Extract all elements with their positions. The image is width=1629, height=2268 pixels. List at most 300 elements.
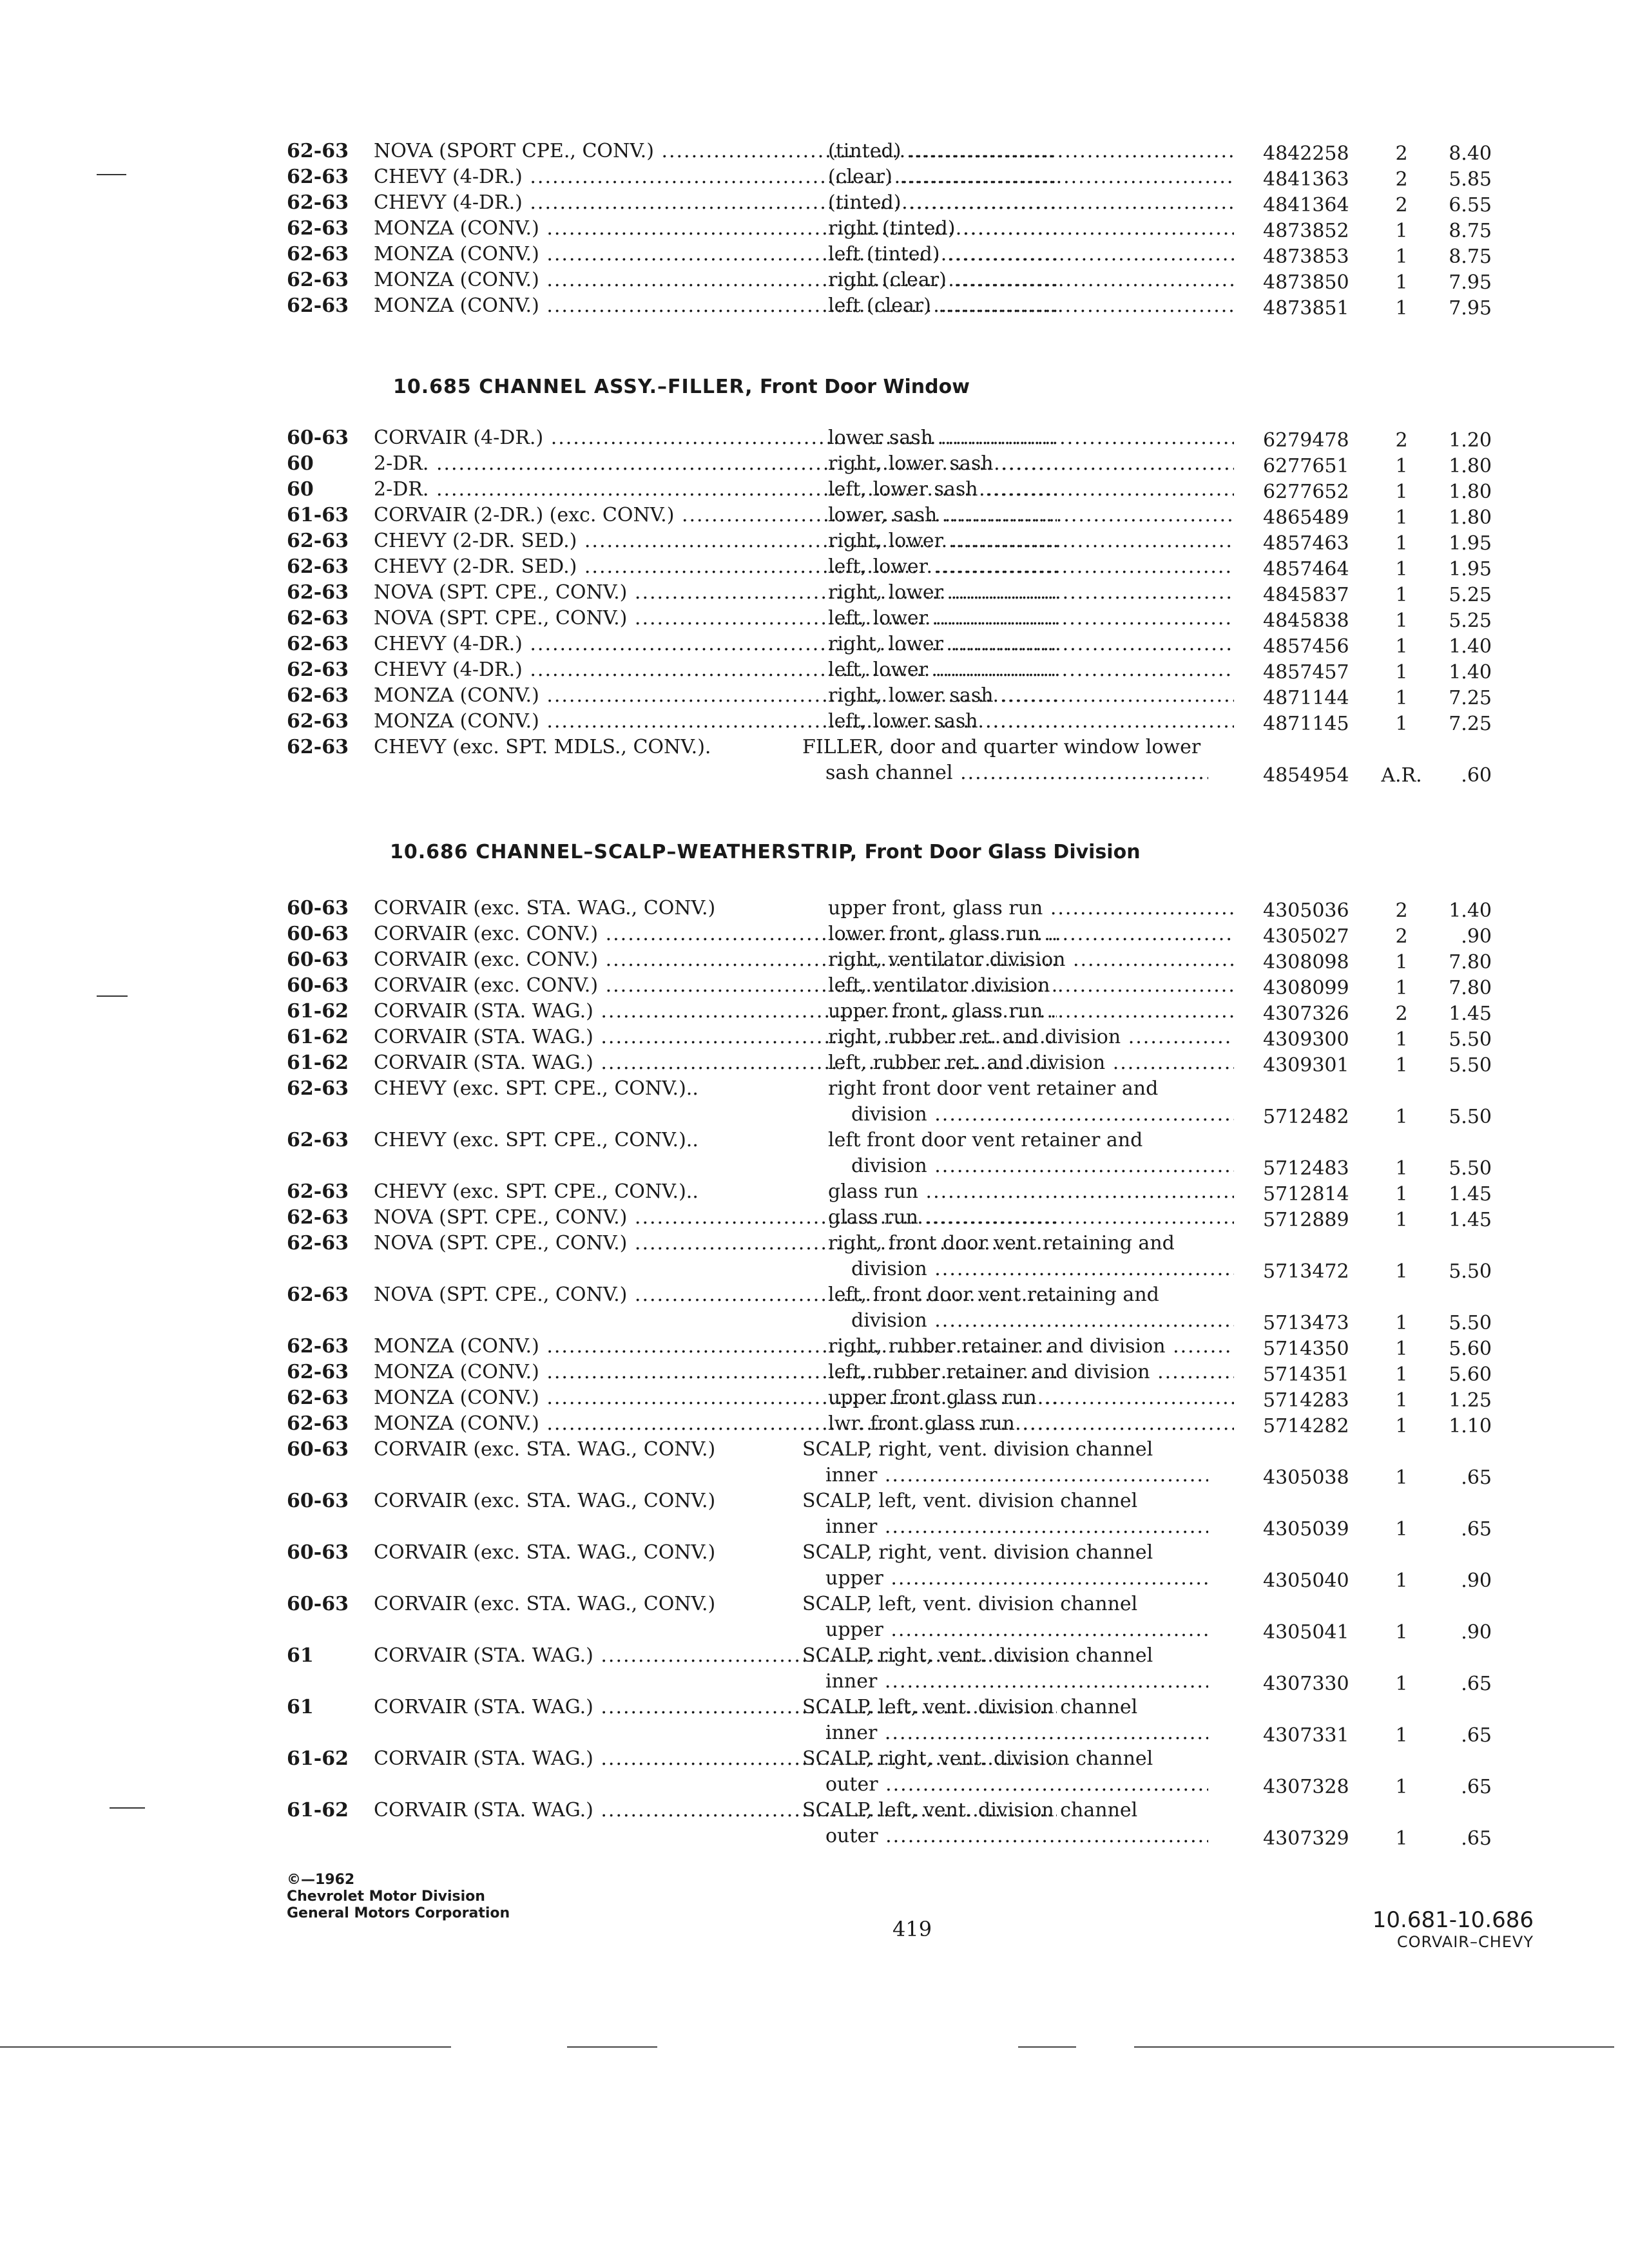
part-description bbox=[828, 293, 1234, 319]
year-range: 62-63 bbox=[287, 658, 349, 681]
margin-mark bbox=[97, 995, 128, 997]
year-range: 62-63 bbox=[287, 1412, 349, 1435]
description-line: right (tinted) ..... bbox=[828, 216, 1234, 242]
model-name: CORVAIR (STA. WAG.) ..... bbox=[374, 1024, 1057, 1050]
year-range: 60-63 bbox=[287, 1541, 349, 1564]
part-description bbox=[828, 477, 1234, 503]
part-description bbox=[828, 267, 1234, 293]
part-number: 4307331 bbox=[1263, 1724, 1349, 1747]
section-title-10-685 bbox=[393, 376, 970, 398]
quantity: 1 bbox=[1395, 558, 1408, 581]
price: 1.10 bbox=[1449, 1415, 1492, 1437]
model-name: CHEVY (exc. SPT. MDLS., CONV.). bbox=[374, 736, 711, 758]
year-range: 62-63 bbox=[287, 1335, 349, 1358]
price: 1.25 bbox=[1449, 1389, 1492, 1412]
description-line: left, lower ..... bbox=[828, 606, 1234, 631]
part-number: 4842258 bbox=[1263, 142, 1349, 165]
quantity: 1 bbox=[1395, 297, 1408, 320]
description-line: lower, sash ..... bbox=[828, 503, 1234, 528]
part-number: 4305040 bbox=[1263, 1570, 1349, 1592]
table-row bbox=[287, 1050, 1492, 1077]
table-row bbox=[287, 139, 1492, 165]
price: 7.95 bbox=[1449, 271, 1492, 294]
part-description bbox=[802, 1643, 1208, 1695]
description-line: upper ..... bbox=[802, 1617, 1208, 1643]
price: 1.80 bbox=[1449, 481, 1492, 503]
model-name: CORVAIR (STA. WAG.) ..... bbox=[374, 999, 1057, 1024]
year-range: 62-63 bbox=[287, 166, 349, 188]
part-number: 4308099 bbox=[1263, 977, 1349, 999]
part-number: 4854954 bbox=[1263, 764, 1349, 787]
table-row bbox=[287, 528, 1492, 555]
model-name: CORVAIR (exc. STA. WAG., CONV.) bbox=[374, 1490, 716, 1512]
table-row bbox=[287, 1798, 1492, 1850]
part-number: 4845838 bbox=[1263, 610, 1349, 632]
part-description bbox=[828, 1024, 1234, 1050]
parts-block-10-686 bbox=[287, 896, 1492, 1850]
description-line: division ..... bbox=[828, 1153, 1234, 1179]
quantity: 1 bbox=[1395, 1415, 1408, 1437]
model-name: NOVA (SPT. CPE., CONV.) ..... bbox=[374, 1231, 1057, 1256]
table-row bbox=[287, 1591, 1492, 1644]
model-name: MONZA (CONV.) ..... bbox=[374, 216, 1057, 242]
part-description bbox=[828, 709, 1234, 735]
description-line: left, front door vent retaining and bbox=[828, 1283, 1159, 1306]
year-range: 60-63 bbox=[287, 1490, 349, 1512]
part-number: 5713472 bbox=[1263, 1260, 1349, 1283]
parts-block-10-685 bbox=[287, 425, 1492, 787]
quantity: 1 bbox=[1395, 687, 1408, 709]
part-description bbox=[828, 1128, 1234, 1179]
part-number: 4305038 bbox=[1263, 1466, 1349, 1489]
price: 1.45 bbox=[1449, 1183, 1492, 1206]
price: .65 bbox=[1461, 1673, 1492, 1695]
year-range: 62-63 bbox=[287, 736, 349, 758]
part-number: 4305041 bbox=[1263, 1621, 1349, 1644]
description-line: inner ..... bbox=[802, 1720, 1208, 1746]
price: 5.50 bbox=[1449, 1312, 1492, 1334]
description-line: left, lower ..... bbox=[828, 554, 1234, 580]
quantity: 1 bbox=[1395, 635, 1408, 658]
price: .90 bbox=[1461, 925, 1492, 948]
table-row bbox=[287, 709, 1492, 735]
part-number: 4305027 bbox=[1263, 925, 1349, 948]
model-name: CORVAIR (exc. STA. WAG., CONV.) bbox=[374, 1593, 716, 1615]
division-line: Chevrolet Motor Division bbox=[287, 1888, 485, 1905]
price: 1.40 bbox=[1449, 635, 1492, 658]
description-line: right, front door vent retaining and bbox=[828, 1232, 1175, 1254]
part-description bbox=[802, 1591, 1208, 1643]
model-name: CORVAIR (2-DR.) (exc. CONV.) ..... bbox=[374, 503, 1057, 528]
description-line: SCALP, right, vent. division channel bbox=[802, 1747, 1153, 1770]
price: 1.45 bbox=[1449, 1003, 1492, 1025]
model-name: MONZA (CONV.) ..... bbox=[374, 709, 1057, 735]
model-name: NOVA (SPT. CPE., CONV.) ..... bbox=[374, 1205, 1057, 1231]
model-name: MONZA (CONV.) ..... bbox=[374, 242, 1057, 267]
section-range bbox=[1353, 1907, 1534, 1951]
description-line: SCALP, left, vent. division channel bbox=[802, 1696, 1138, 1718]
part-number: 4305036 bbox=[1263, 899, 1349, 922]
table-row bbox=[287, 1540, 1492, 1592]
model-name: CORVAIR (4-DR.) ..... bbox=[374, 425, 1057, 451]
year-range: 62-63 bbox=[287, 217, 349, 240]
part-number: 4857463 bbox=[1263, 532, 1349, 555]
table-row bbox=[287, 1282, 1492, 1334]
price: 1.95 bbox=[1449, 532, 1492, 555]
quantity: 1 bbox=[1395, 1312, 1408, 1334]
part-description bbox=[828, 1360, 1234, 1385]
quantity: 1 bbox=[1395, 1776, 1408, 1798]
quantity: 1 bbox=[1395, 1106, 1408, 1128]
description-line: outer ..... bbox=[802, 1772, 1208, 1798]
description-line: glass run ..... bbox=[828, 1179, 1234, 1205]
description-line: right, lower ..... bbox=[828, 528, 1234, 554]
description-line: right, lower sash ..... bbox=[828, 683, 1234, 709]
table-row bbox=[287, 580, 1492, 606]
table-row bbox=[287, 216, 1492, 242]
table-row bbox=[287, 1695, 1492, 1747]
model-name: MONZA (CONV.) ..... bbox=[374, 1411, 1057, 1437]
year-range: 60 bbox=[287, 452, 314, 475]
model-name: 2-DR. ..... bbox=[374, 451, 1057, 477]
quantity: 1 bbox=[1395, 1570, 1408, 1592]
price: .65 bbox=[1461, 1724, 1492, 1747]
model-name: CHEVY (2-DR. SED.) ..... bbox=[374, 528, 1057, 554]
bottom-rule bbox=[1134, 2046, 1614, 2048]
table-row bbox=[287, 164, 1492, 191]
price: 1.80 bbox=[1449, 455, 1492, 477]
table-row bbox=[287, 1385, 1492, 1412]
model-name: NOVA (SPT. CPE., CONV.) ..... bbox=[374, 580, 1057, 606]
section-range-number: 10.681-10.686 bbox=[1372, 1907, 1534, 1933]
year-range: 60-63 bbox=[287, 897, 349, 919]
year-range: 62-63 bbox=[287, 607, 349, 629]
price: 5.50 bbox=[1449, 1260, 1492, 1283]
part-number: 5713473 bbox=[1263, 1312, 1349, 1334]
part-description bbox=[828, 973, 1234, 999]
description-line: right, lower ..... bbox=[828, 631, 1234, 657]
description-line: left, lower sash ..... bbox=[828, 709, 1234, 735]
year-range: 62-63 bbox=[287, 140, 349, 162]
part-number: 4841363 bbox=[1263, 168, 1349, 191]
year-range: 60-63 bbox=[287, 923, 349, 945]
part-description bbox=[828, 1385, 1234, 1411]
part-number: 5714282 bbox=[1263, 1415, 1349, 1437]
year-range: 62-63 bbox=[287, 710, 349, 733]
year-range: 62-63 bbox=[287, 1077, 349, 1100]
table-row bbox=[287, 1437, 1492, 1489]
model-name: 2-DR. ..... bbox=[374, 477, 1057, 503]
quantity: 1 bbox=[1395, 713, 1408, 735]
part-description bbox=[828, 921, 1234, 947]
copyright-block bbox=[287, 1872, 510, 1922]
quantity: 1 bbox=[1395, 610, 1408, 632]
part-number: 5712482 bbox=[1263, 1106, 1349, 1128]
year-range: 61 bbox=[287, 1644, 314, 1667]
quantity: 2 bbox=[1395, 168, 1408, 191]
quantity: 1 bbox=[1395, 220, 1408, 242]
year-range: 61 bbox=[287, 1696, 314, 1718]
part-description bbox=[828, 606, 1234, 631]
part-description bbox=[828, 1231, 1234, 1282]
description-line: sash channel ..... bbox=[802, 760, 1208, 786]
description-line: left (tinted) ..... bbox=[828, 242, 1234, 267]
year-range: 61-63 bbox=[287, 504, 349, 526]
model-name: CORVAIR (exc. STA. WAG., CONV.) bbox=[374, 1541, 716, 1564]
description-line: SCALP, right, vent. division channel bbox=[802, 1438, 1153, 1461]
quantity: 2 bbox=[1395, 429, 1408, 452]
model-name: CORVAIR (exc. STA. WAG., CONV.) bbox=[374, 1438, 716, 1461]
part-number: 4308098 bbox=[1263, 951, 1349, 974]
quantity: 1 bbox=[1395, 1466, 1408, 1489]
description-line: inner ..... bbox=[802, 1463, 1208, 1488]
year-range: 62-63 bbox=[287, 555, 349, 578]
quantity: 1 bbox=[1395, 1157, 1408, 1180]
part-description bbox=[828, 1282, 1234, 1334]
quantity: 1 bbox=[1395, 1183, 1408, 1206]
part-number: 5714283 bbox=[1263, 1389, 1349, 1412]
description-line: (clear) ..... bbox=[828, 164, 1234, 190]
model-name: CHEVY (exc. SPT. CPE., CONV.).. bbox=[374, 1129, 699, 1151]
description-line: upper ..... bbox=[802, 1566, 1208, 1591]
part-description bbox=[828, 580, 1234, 606]
year-range: 62-63 bbox=[287, 530, 349, 552]
quantity: 1 bbox=[1395, 532, 1408, 555]
part-number: 6277651 bbox=[1263, 455, 1349, 477]
year-range: 61-62 bbox=[287, 1799, 349, 1821]
quantity: 1 bbox=[1395, 1363, 1408, 1386]
year-range: 62-63 bbox=[287, 633, 349, 655]
price: 5.60 bbox=[1449, 1338, 1492, 1360]
description-line: (tinted) ..... bbox=[828, 190, 1234, 216]
quantity: 1 bbox=[1395, 245, 1408, 268]
part-description bbox=[802, 1798, 1208, 1849]
model-name: CORVAIR (STA. WAG.) ..... bbox=[374, 1798, 1057, 1823]
section-title-10-686 bbox=[390, 841, 1141, 863]
quantity: 1 bbox=[1395, 1028, 1408, 1051]
model-name: CORVAIR (exc. CONV.) ..... bbox=[374, 947, 1057, 973]
model-name: CORVAIR (exc. STA. WAG., CONV.) bbox=[374, 897, 716, 919]
model-name: MONZA (CONV.) ..... bbox=[374, 1334, 1057, 1360]
description-line: FILLER, door and quarter window lower bbox=[802, 736, 1201, 758]
price: 1.45 bbox=[1449, 1209, 1492, 1231]
price: .90 bbox=[1461, 1570, 1492, 1592]
description-line: left front door vent retainer and bbox=[828, 1129, 1143, 1151]
quantity: 2 bbox=[1395, 925, 1408, 948]
price: 8.75 bbox=[1449, 245, 1492, 268]
table-row bbox=[287, 1205, 1492, 1231]
part-description bbox=[828, 683, 1234, 709]
table-row bbox=[287, 477, 1492, 503]
year-range: 62-63 bbox=[287, 269, 349, 291]
margin-mark bbox=[97, 174, 126, 175]
part-description bbox=[828, 554, 1234, 580]
price: 5.50 bbox=[1449, 1157, 1492, 1180]
part-description bbox=[802, 1437, 1208, 1488]
section-heading: 10.685 CHANNEL ASSY.–FILLER, bbox=[393, 376, 753, 398]
quantity: 1 bbox=[1395, 455, 1408, 477]
model-name: CORVAIR (exc. CONV.) ..... bbox=[374, 921, 1057, 947]
price: 7.25 bbox=[1449, 687, 1492, 709]
part-description bbox=[828, 451, 1234, 477]
part-description bbox=[828, 1050, 1234, 1076]
year-range: 61-62 bbox=[287, 1052, 349, 1074]
price: 5.25 bbox=[1449, 584, 1492, 606]
table-row bbox=[287, 1411, 1492, 1437]
year-range: 62-63 bbox=[287, 1232, 349, 1254]
model-name: CORVAIR (exc. CONV.) ..... bbox=[374, 973, 1057, 999]
part-number: 4307328 bbox=[1263, 1776, 1349, 1798]
parts-block-continued bbox=[287, 139, 1492, 320]
part-description bbox=[828, 1205, 1234, 1231]
price: 7.95 bbox=[1449, 297, 1492, 320]
part-description bbox=[828, 999, 1234, 1024]
part-number: 4307326 bbox=[1263, 1003, 1349, 1025]
table-row bbox=[287, 242, 1492, 268]
table-row bbox=[287, 735, 1492, 787]
part-number: 4873852 bbox=[1263, 220, 1349, 242]
model-name: CHEVY (4-DR.) ..... bbox=[374, 657, 1057, 683]
year-range: 62-63 bbox=[287, 1361, 349, 1383]
table-row bbox=[287, 1643, 1492, 1695]
section-subheading: Front Door Window bbox=[759, 376, 970, 398]
bottom-rule bbox=[567, 2046, 657, 2048]
year-range: 61-62 bbox=[287, 1747, 349, 1770]
description-line: SCALP, left, vent. division channel bbox=[802, 1490, 1138, 1512]
table-row bbox=[287, 683, 1492, 709]
description-line: left, ventilator division ..... bbox=[828, 973, 1234, 999]
price: 5.50 bbox=[1449, 1106, 1492, 1128]
part-number: 4857457 bbox=[1263, 661, 1349, 684]
quantity: 1 bbox=[1395, 951, 1408, 974]
part-description bbox=[828, 896, 1234, 921]
model-name: MONZA (CONV.) ..... bbox=[374, 1360, 1057, 1385]
section-subheading: Front Door Glass Division bbox=[864, 841, 1141, 863]
table-row bbox=[287, 1231, 1492, 1283]
price: 5.25 bbox=[1449, 610, 1492, 632]
price: .65 bbox=[1461, 1776, 1492, 1798]
description-line: lwr. front glass run ..... bbox=[828, 1411, 1234, 1437]
table-row bbox=[287, 503, 1492, 529]
price: .65 bbox=[1461, 1466, 1492, 1489]
model-name: CHEVY (exc. SPT. CPE., CONV.).. bbox=[374, 1077, 699, 1100]
table-row bbox=[287, 657, 1492, 684]
description-line: left (clear) ..... bbox=[828, 293, 1234, 319]
part-number: 4871145 bbox=[1263, 713, 1349, 735]
quantity: 1 bbox=[1395, 1621, 1408, 1644]
table-row bbox=[287, 999, 1492, 1025]
model-name: MONZA (CONV.) ..... bbox=[374, 1385, 1057, 1411]
year-range: 62-63 bbox=[287, 1387, 349, 1409]
bottom-rule bbox=[0, 2046, 451, 2048]
description-line: left, lower sash ..... bbox=[828, 477, 1234, 503]
price: 5.85 bbox=[1449, 168, 1492, 191]
price: 1.95 bbox=[1449, 558, 1492, 581]
description-line: (tinted) ..... bbox=[828, 139, 1234, 164]
year-range: 60-63 bbox=[287, 427, 349, 449]
quantity: 1 bbox=[1395, 584, 1408, 606]
part-number: 4873853 bbox=[1263, 245, 1349, 268]
description-line: left, rubber retainer and division ..... bbox=[828, 1360, 1234, 1385]
section-heading: 10.686 CHANNEL–SCALP–WEATHERSTRIP, bbox=[390, 841, 858, 863]
part-description bbox=[828, 947, 1234, 973]
table-row bbox=[287, 921, 1492, 948]
part-description bbox=[828, 657, 1234, 683]
part-description bbox=[828, 1334, 1234, 1360]
description-line: outer ..... bbox=[802, 1823, 1208, 1849]
quantity: 1 bbox=[1395, 1827, 1408, 1850]
bottom-rule bbox=[1018, 2046, 1076, 2048]
price: 1.40 bbox=[1449, 899, 1492, 922]
description-line: lower sash ..... bbox=[828, 425, 1234, 451]
model-name: MONZA (CONV.) ..... bbox=[374, 293, 1057, 319]
quantity: 1 bbox=[1395, 1673, 1408, 1695]
price: 5.50 bbox=[1449, 1054, 1492, 1077]
part-number: 4871144 bbox=[1263, 687, 1349, 709]
part-description bbox=[828, 164, 1234, 190]
quantity: 1 bbox=[1395, 977, 1408, 999]
price: 1.80 bbox=[1449, 506, 1492, 529]
description-line: upper front, glass run ..... bbox=[828, 896, 1234, 921]
part-number: 4857464 bbox=[1263, 558, 1349, 581]
description-line: upper front glass run ..... bbox=[828, 1385, 1234, 1411]
part-description bbox=[802, 735, 1208, 786]
year-range: 62-63 bbox=[287, 294, 349, 317]
year-range: 62-63 bbox=[287, 581, 349, 604]
part-number: 5712814 bbox=[1263, 1183, 1349, 1206]
table-row bbox=[287, 293, 1492, 320]
model-name: MONZA (CONV.) ..... bbox=[374, 683, 1057, 709]
model-name: CORVAIR (STA. WAG.) ..... bbox=[374, 1643, 1057, 1669]
table-row bbox=[287, 1746, 1492, 1798]
price: .65 bbox=[1461, 1827, 1492, 1850]
description-line: right, ventilator division ..... bbox=[828, 947, 1234, 973]
model-name: NOVA (SPT. CPE., CONV.) ..... bbox=[374, 1282, 1057, 1308]
part-description bbox=[828, 1179, 1234, 1205]
year-range: 62-63 bbox=[287, 191, 349, 214]
price: 1.20 bbox=[1449, 429, 1492, 452]
part-description bbox=[802, 1695, 1208, 1746]
quantity: 1 bbox=[1395, 481, 1408, 503]
price: 8.40 bbox=[1449, 142, 1492, 165]
year-range: 61-62 bbox=[287, 1000, 349, 1023]
model-name: NOVA (SPORT CPE., CONV.) ..... bbox=[374, 139, 1057, 164]
table-row bbox=[287, 1179, 1492, 1206]
part-description bbox=[802, 1488, 1208, 1540]
quantity: 1 bbox=[1395, 1518, 1408, 1541]
year-range: 60-63 bbox=[287, 974, 349, 997]
quantity: 1 bbox=[1395, 1260, 1408, 1283]
year-range: 62-63 bbox=[287, 684, 349, 707]
part-number: 4309301 bbox=[1263, 1054, 1349, 1077]
description-line: SCALP, left, vent. division channel bbox=[802, 1799, 1138, 1821]
part-number: 4865489 bbox=[1263, 506, 1349, 529]
description-line: inner ..... bbox=[802, 1514, 1208, 1540]
part-description bbox=[828, 1411, 1234, 1437]
quantity: 2 bbox=[1395, 142, 1408, 165]
price: 7.25 bbox=[1449, 713, 1492, 735]
description-line: right, rubber retainer and division ..... bbox=[828, 1334, 1234, 1360]
part-description bbox=[828, 242, 1234, 267]
part-number: 4307329 bbox=[1263, 1827, 1349, 1850]
page-number: 419 bbox=[892, 1917, 932, 1941]
table-row bbox=[287, 1128, 1492, 1180]
part-number: 6277652 bbox=[1263, 481, 1349, 503]
description-line: SCALP, right, vent. division channel bbox=[802, 1644, 1153, 1667]
quantity: 1 bbox=[1395, 1054, 1408, 1077]
model-name: CHEVY (4-DR.) ..... bbox=[374, 631, 1057, 657]
part-description bbox=[828, 139, 1234, 164]
